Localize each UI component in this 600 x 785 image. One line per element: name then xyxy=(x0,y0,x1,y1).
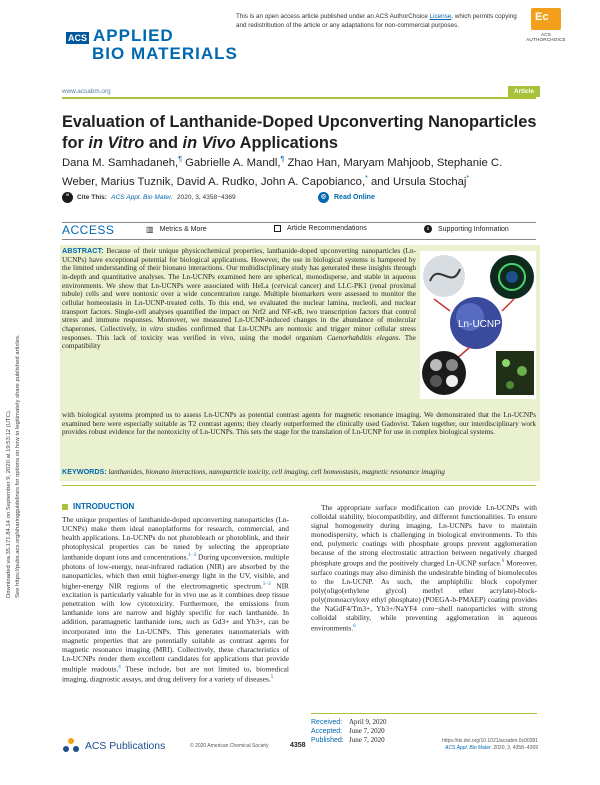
article-title: Evaluation of Lanthanide-Doped Upconverting Nanoparticles for in Vitro and in Vivo Applications xyxy=(62,113,537,152)
read-online-button[interactable]: ◎ Read Online xyxy=(318,192,375,203)
recommendations-link[interactable]: Article Recommendations xyxy=(274,225,367,232)
copyright: © 2020 American Chemical Society xyxy=(190,743,269,749)
supporting-info-icon: s xyxy=(424,225,432,233)
journal-name-line2: BIO MATERIALS xyxy=(92,44,238,63)
introduction-continued: The appropriate surface modification can provide Ln-UCNPs with colloidal stability, biocompatibility, and different functionalities. To ensure signal homogeneity during imaging, Ln-UCNPs have to maintain monodispersity, which is challenging in biological environments. To this end, polymeric coatings with phosphate groups prevent agglomeration because of the strong electrostatic attraction between negatively charged phosphate groups and the positively charged Ln-UCNP surface.$^6$ Moreover, surface coatings may also diminish the undesirable binding of biomolecules to the Ln-UCNP. As such, the amphiphilic block copolymer poly(oligo(ethylene glycol) methyl ether acrylate)-block-poly(monoacryloxy ethyl phosphate) (POEGA-b-PMAEP) coating provides the NaGdF4/Tm3+, Yb3+/NaYF4 core−shell nanoparticles with strong colloidal stability, while preventing agglomeration in aqueous environments.$^6$ xyxy=(311,503,537,633)
download-notice: Downloaded via 35.171.84.14 on September 9, 2020 at 19:53:12 (UTC). xyxy=(6,409,12,598)
doi-link[interactable]: https://dx.doi.org/10.1021/acsabm.0c00381 xyxy=(442,738,538,744)
date-published: Published: June 7, 2020 xyxy=(311,735,385,744)
mri-wells xyxy=(422,351,466,395)
doi-citation: https://dx.doi.org/10.1021/acsabm.0c00381 ACS Appl. Bio Mater. 2020, 3, 4358−4369 xyxy=(438,738,538,752)
journal-logo xyxy=(66,28,238,62)
introduction-section: INTRODUCTION The unique properties of lanthanide-doped upconverting nanoparticles (Ln-UCNPs) make them ideal nanoplatforms for research, commercial, and health applications. Ln-UCNPs do not photobleach or photoblink, and their photophysical properties can be tuned by selecting the appropriate lanthanide dopant ions and concentrations.$^{1-3}$ During upconversion, multiple photons of low-energy, near-infrared radiation (NIR) are absorbed by the nanoparticles, which then emit higher-energy light in the UV, visible, and higher-energy NIR regions of the electromagnetic spectrum.$^{1-3}$ NIR excitation is particularly valuable for in vivo use as it combines deep tissue penetration with low cytotoxicity. Furthermore, the emissions from lanthanide ions are narrow and highly specific for each lanthanide. In addition, paramagnetic lanthanide ions, such as Gd3+ and Yb3+, can be incorporated into the Ln-UCNPs. This generates nanomaterials with magnetic properties that are potentially suitable as contrast agents for magnetic resonance imaging (MRI). Collectively, these characteristics of Ln-UCNPs render them excellent candidates for applications that provide multiple readouts.$^4$ These include, but are not limited to, biomedical imaging, diagnostic assays, and drug delivery for a variety of diseases.$^5$ xyxy=(62,502,289,684)
download-sidebar xyxy=(4,258,30,598)
header-divider xyxy=(62,97,536,99)
author-choice-icon: Ec xyxy=(535,11,549,23)
sharing-guidelines: See https://pubs.acs.org/sharingguidelines for options on how to legitimately share published articles. xyxy=(15,334,21,598)
worm-image xyxy=(423,255,465,297)
cite-this[interactable]: ❝ Cite This: ACS Appl. Bio Mater. 2020, 3, 4358−4369 xyxy=(62,192,236,203)
cell-image xyxy=(490,255,534,299)
section-divider xyxy=(62,485,536,486)
abstract-text: ABSTRACT: Because of their unique physicochemical properties, lanthanide-doped upconverting nanoparticles (Ln-UCNPs) have exceptional potential for biological applications. However, the use in biological systems is hampered by the limited understanding of their bionano interactions. Our multidisciplinary study has generated these insights through in-depth and quantitative analyses. The Ln-UCNPs examined here are spherical, monodisperse, and stable in aqueous environments. We show that Ln-UCNPs were associated with HeLa (cervical cancer) and LLC-PK1 (renal proximal tubule) cells and were nontoxic over a wide concentration range. Multiple biomarkers were assessed to monitor the cellular homeostasis in Ln-UCNP-treated cells. To this end, we evaluated the nuclear lamina, nucleoli, and nuclear transport factors. Single-cell analyses quantified the impact on Nrf2 and NF-κB, two transcription factors that control stress and immune responses. Moreover, we measured Ln-UCNP-induced changes in the abundance of molecular chaperones. Collectively, in vitro studies confirmed that Ln-UCNPs are nontoxic and trigger minor cellular stress responses. This lack of toxicity was verified in vivo, using the model organism Caenorhabditis elegans. The compatibility xyxy=(62,246,416,351)
page-number: 4358 xyxy=(290,742,306,749)
journal-site-link[interactable]: www.acsabm.org xyxy=(62,88,111,95)
open-access-notice: This is an open access article published under an ACS AuthorChoice License, which permits copying and redistribution of the article or any adaptations for non-commercial purposes. xyxy=(236,13,517,29)
section-heading: INTRODUCTION xyxy=(62,502,289,511)
globe-icon: ◎ xyxy=(318,192,329,203)
quote-icon: ❝ xyxy=(62,192,73,203)
keywords: KEYWORDS: lanthanides, bionano interactions, nanoparticle toxicity, cell imaging, cell homeostasis, magnetic resonance imaging xyxy=(62,467,445,476)
access-label: ACCESS xyxy=(62,223,115,237)
document-icon xyxy=(274,225,281,232)
cell-grid-image xyxy=(496,351,534,395)
ucnp-sphere xyxy=(450,297,502,349)
date-received: Received: April 9, 2020 xyxy=(311,717,387,726)
author-choice-badge: Ec ACS AUTHORCHOICE xyxy=(526,8,566,46)
acs-logo-icon xyxy=(62,737,80,755)
author-list: Dana M. Samhadaneh,¶ Gabrielle A. Mandl,¶ Zhao Han, Maryam Mahjoob, Stephanie C. Weber, Marius Tuznik, David A. Rudko, John A. Capobianco,* and Ursula Stochaj* xyxy=(62,156,503,189)
article-type-badge: Article xyxy=(508,86,540,97)
license-link[interactable]: License xyxy=(429,13,452,20)
metrics-link[interactable]: ▥ Metrics & More xyxy=(146,225,207,234)
bar-chart-icon: ▥ xyxy=(146,225,154,234)
journal-name-line1: APPLIED xyxy=(93,26,174,45)
supporting-info-link[interactable]: s Supporting Information xyxy=(424,225,509,233)
acs-publications-logo[interactable]: ACS Publications xyxy=(62,737,165,755)
toc-graphic xyxy=(420,251,536,399)
date-accepted: Accepted: June 7, 2020 xyxy=(311,726,385,735)
abstract-text-continued: with biological systems prompted us to assess Ln-UCNPs as potential contrast agents for magnetic resonance imaging. We demonstrated that the Ln-UCNPs examined here were especially suitable as T2 contrast agents; they clearly outperformed the clinically used Gadovist. Taken together, our interdisciplinary work provides robust evidence for the nontoxicity of Ln-UCNPs. This sets the stage for the translation of Ln-UCNP for use in complex biological systems. xyxy=(62,411,536,437)
section-marker-icon xyxy=(62,504,68,510)
acs-prefix: ACS xyxy=(68,33,88,43)
ucnp-label: Ln-UCNP xyxy=(458,319,501,330)
